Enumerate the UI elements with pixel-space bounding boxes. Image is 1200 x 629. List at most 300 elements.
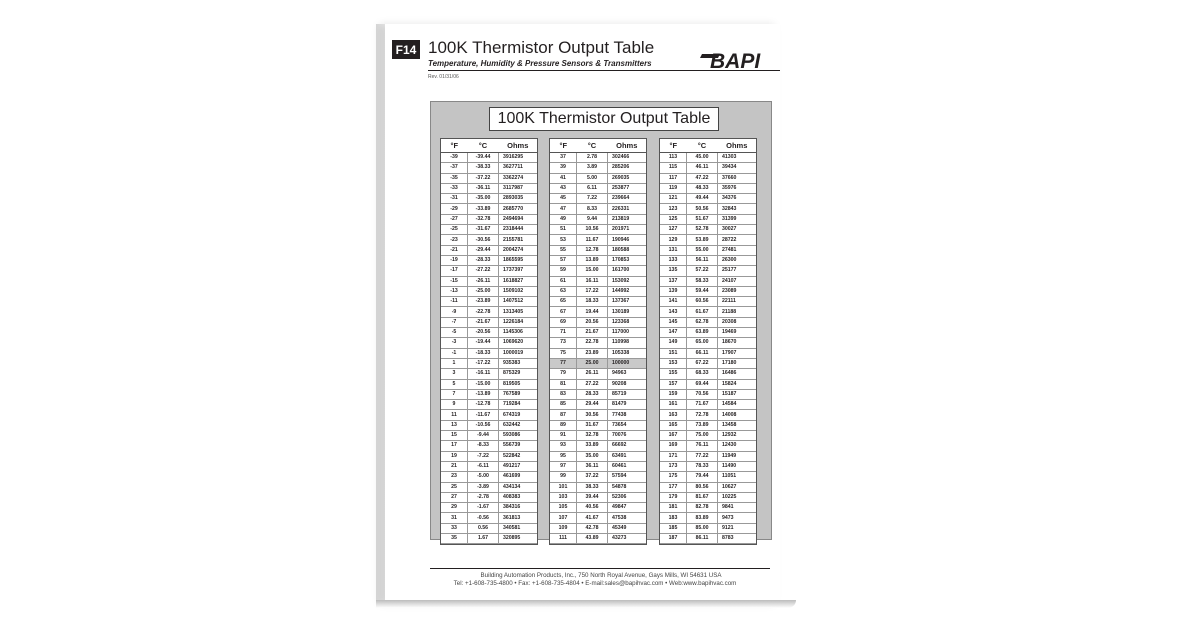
table-row	[550, 503, 646, 513]
cell-ohms: 22111	[718, 297, 757, 307]
cell-celsius: 80.56	[687, 482, 718, 492]
cell-fahrenheit: 153	[660, 358, 687, 368]
table-row	[550, 420, 646, 430]
cell-fahrenheit: 45	[550, 194, 577, 204]
cell-celsius: 21.67	[577, 328, 608, 338]
cell-fahrenheit: -15	[441, 276, 468, 286]
cell-celsius: -15.00	[468, 379, 499, 389]
cell-celsius: 8.33	[577, 204, 608, 214]
header-ohms: Ohms	[718, 139, 757, 153]
cell-ohms: 47538	[608, 513, 647, 523]
table-row	[550, 317, 646, 327]
cell-celsius: 26.11	[577, 369, 608, 379]
cell-ohms: 16486	[718, 369, 757, 379]
table-row	[660, 297, 756, 307]
cell-ohms: 90208	[608, 379, 647, 389]
cell-fahrenheit: 179	[660, 492, 687, 502]
cell-fahrenheit: 187	[660, 533, 687, 543]
cell-ohms: 11051	[718, 472, 757, 482]
cell-ohms: 13458	[718, 420, 757, 430]
cell-celsius: -19.44	[468, 338, 499, 348]
table-row	[550, 410, 646, 420]
cell-celsius: 69.44	[687, 379, 718, 389]
cell-celsius: -27.22	[468, 266, 499, 276]
cell-fahrenheit: 31	[441, 513, 468, 523]
cell-fahrenheit: -19	[441, 255, 468, 265]
cell-fahrenheit: 55	[550, 245, 577, 255]
cell-fahrenheit: -23	[441, 235, 468, 245]
table-row	[550, 472, 646, 482]
table-row	[660, 523, 756, 533]
cell-ohms: 66692	[608, 441, 647, 451]
table-row	[660, 307, 756, 317]
cell-ohms: 137367	[608, 297, 647, 307]
cell-celsius: -35.00	[468, 194, 499, 204]
cell-ohms: 130189	[608, 307, 647, 317]
cell-fahrenheit: 43	[550, 183, 577, 193]
cell-celsius: 70.56	[687, 389, 718, 399]
cell-fahrenheit: 151	[660, 348, 687, 358]
table-row	[660, 183, 756, 193]
table-header-row	[441, 139, 537, 153]
cell-fahrenheit: -33	[441, 183, 468, 193]
cell-celsius: -5.00	[468, 472, 499, 482]
table-row	[550, 348, 646, 358]
cell-ohms: 2494694	[499, 214, 538, 224]
cell-ohms: 9121	[718, 523, 757, 533]
cell-ohms: 28722	[718, 235, 757, 245]
cell-ohms: 819505	[499, 379, 538, 389]
cell-fahrenheit: 167	[660, 431, 687, 441]
logo-wordmark: BAPI	[710, 50, 761, 72]
cell-celsius: -22.78	[468, 307, 499, 317]
table-row	[660, 420, 756, 430]
table-row	[550, 451, 646, 461]
cell-fahrenheit: 53	[550, 235, 577, 245]
table-row	[660, 400, 756, 410]
cell-celsius: 83.89	[687, 513, 718, 523]
cell-celsius: 2.78	[577, 153, 608, 163]
cell-fahrenheit: -7	[441, 317, 468, 327]
cell-fahrenheit: 81	[550, 379, 577, 389]
cell-celsius: -9.44	[468, 431, 499, 441]
cell-ohms: 935383	[499, 358, 538, 368]
table-row	[660, 276, 756, 286]
cell-ohms: 85719	[608, 389, 647, 399]
cell-fahrenheit: 165	[660, 420, 687, 430]
cell-fahrenheit: -39	[441, 153, 468, 163]
cell-ohms: 161700	[608, 266, 647, 276]
cell-celsius: 16.11	[577, 276, 608, 286]
table-row	[660, 431, 756, 441]
cell-ohms: 320895	[499, 533, 538, 543]
table-row	[550, 255, 646, 265]
cell-ohms: 875329	[499, 369, 538, 379]
cell-ohms: 1407512	[499, 297, 538, 307]
cell-celsius: 78.33	[687, 461, 718, 471]
table-row	[441, 183, 537, 193]
cell-fahrenheit: 9	[441, 400, 468, 410]
cell-celsius: 36.11	[577, 461, 608, 471]
cell-fahrenheit: 117	[660, 173, 687, 183]
cell-fahrenheit: 105	[550, 503, 577, 513]
table-row	[660, 255, 756, 265]
table-row	[660, 503, 756, 513]
cell-ohms: 14008	[718, 410, 757, 420]
cell-ohms: 1618827	[499, 276, 538, 286]
table-column-3	[659, 138, 757, 545]
cell-ohms: 77438	[608, 410, 647, 420]
cell-ohms: 1313405	[499, 307, 538, 317]
cell-celsius: 38.33	[577, 482, 608, 492]
cell-ohms: 10627	[718, 482, 757, 492]
cell-celsius: 23.89	[577, 348, 608, 358]
cell-ohms: 21188	[718, 307, 757, 317]
cell-fahrenheit: -31	[441, 194, 468, 204]
table-row	[660, 482, 756, 492]
cell-ohms: 41303	[718, 153, 757, 163]
table-row	[550, 235, 646, 245]
cell-celsius: 19.44	[577, 307, 608, 317]
cell-ohms: 3916295	[499, 153, 538, 163]
cell-ohms: 24107	[718, 276, 757, 286]
table-row	[441, 523, 537, 533]
table-row	[550, 183, 646, 193]
table-row	[441, 163, 537, 173]
cell-ohms: 11490	[718, 461, 757, 471]
cell-ohms: 8783	[718, 533, 757, 543]
cell-ohms: 73654	[608, 420, 647, 430]
table-row	[550, 441, 646, 451]
cell-fahrenheit: 133	[660, 255, 687, 265]
table-row	[660, 225, 756, 235]
cell-celsius: 18.33	[577, 297, 608, 307]
table-row	[441, 369, 537, 379]
cell-celsius: -30.56	[468, 235, 499, 245]
cell-fahrenheit: 123	[660, 204, 687, 214]
thermistor-table	[441, 139, 537, 544]
cell-celsius: 48.33	[687, 183, 718, 193]
cell-fahrenheit: -11	[441, 297, 468, 307]
table-row	[550, 204, 646, 214]
table-row	[441, 410, 537, 420]
cell-fahrenheit: -5	[441, 328, 468, 338]
cell-fahrenheit: 147	[660, 328, 687, 338]
document-subtitle: Temperature, Humidity & Pressure Sensors & Transmitters	[428, 59, 652, 68]
cell-celsius: -33.89	[468, 204, 499, 214]
cell-fahrenheit: 109	[550, 523, 577, 533]
cell-celsius: 5.00	[577, 173, 608, 183]
table-row	[660, 317, 756, 327]
cell-ohms: 719284	[499, 400, 538, 410]
cell-fahrenheit: 61	[550, 276, 577, 286]
table-row	[441, 338, 537, 348]
cell-ohms: 1000019	[499, 348, 538, 358]
cell-ohms: 15187	[718, 389, 757, 399]
cell-ohms: 180588	[608, 245, 647, 255]
cell-fahrenheit: 101	[550, 482, 577, 492]
table-row	[660, 533, 756, 543]
cell-celsius: 39.44	[577, 492, 608, 502]
cell-celsius: 12.78	[577, 245, 608, 255]
cell-celsius: 71.67	[687, 400, 718, 410]
cell-ohms: 11949	[718, 451, 757, 461]
cell-ohms: 1069620	[499, 338, 538, 348]
header-ohms: Ohms	[499, 139, 538, 153]
cell-celsius: 28.33	[577, 389, 608, 399]
table-row	[441, 533, 537, 543]
cell-ohms: 1226184	[499, 317, 538, 327]
cell-celsius: 1.67	[468, 533, 499, 543]
cell-fahrenheit: -29	[441, 204, 468, 214]
document-title: 100K Thermistor Output Table	[428, 38, 655, 57]
cell-ohms: 1509102	[499, 286, 538, 296]
table-row	[441, 204, 537, 214]
cell-fahrenheit: 139	[660, 286, 687, 296]
table-row	[550, 225, 646, 235]
table-row	[441, 420, 537, 430]
cell-celsius: 37.22	[577, 472, 608, 482]
cell-celsius: -23.89	[468, 297, 499, 307]
table-row	[441, 194, 537, 204]
cell-celsius: -8.33	[468, 441, 499, 451]
cell-celsius: -20.56	[468, 328, 499, 338]
table-row	[550, 245, 646, 255]
cell-fahrenheit: -13	[441, 286, 468, 296]
cell-fahrenheit: 113	[660, 153, 687, 163]
cell-fahrenheit: 141	[660, 297, 687, 307]
header-ohms: Ohms	[608, 139, 647, 153]
footer-rule	[430, 568, 770, 569]
cell-fahrenheit: 85	[550, 400, 577, 410]
table-title: 100K Thermistor Output Table	[489, 107, 719, 131]
table-row	[660, 379, 756, 389]
cell-ohms: 10225	[718, 492, 757, 502]
cell-ohms: 3362274	[499, 173, 538, 183]
cell-ohms: 2893035	[499, 194, 538, 204]
table-row	[441, 153, 537, 163]
table-row	[441, 266, 537, 276]
cell-ohms: 9841	[718, 503, 757, 513]
table-row	[441, 225, 537, 235]
cell-celsius: 52.78	[687, 225, 718, 235]
cell-celsius: 55.00	[687, 245, 718, 255]
cell-fahrenheit: 181	[660, 503, 687, 513]
cell-fahrenheit: 183	[660, 513, 687, 523]
cell-ohms: 144992	[608, 286, 647, 296]
cell-celsius: 29.44	[577, 400, 608, 410]
cell-celsius: 25.00	[577, 358, 608, 368]
cell-ohms: 31399	[718, 214, 757, 224]
cell-celsius: 10.56	[577, 225, 608, 235]
cell-ohms: 45349	[608, 523, 647, 533]
table-row	[660, 492, 756, 502]
cell-ohms: 3627711	[499, 163, 538, 173]
table-row	[660, 348, 756, 358]
cell-celsius: -12.78	[468, 400, 499, 410]
cell-celsius: 6.11	[577, 183, 608, 193]
cell-celsius: 68.33	[687, 369, 718, 379]
table-row	[660, 441, 756, 451]
cell-celsius: 50.56	[687, 204, 718, 214]
cell-celsius: 30.56	[577, 410, 608, 420]
cell-fahrenheit: 175	[660, 472, 687, 482]
table-row	[441, 482, 537, 492]
cell-fahrenheit: 29	[441, 503, 468, 513]
table-header-row	[660, 139, 756, 153]
cell-fahrenheit: 19	[441, 451, 468, 461]
cell-fahrenheit: 51	[550, 225, 577, 235]
table-row	[441, 255, 537, 265]
cell-celsius: -11.67	[468, 410, 499, 420]
cell-ohms: 340581	[499, 523, 538, 533]
cell-celsius: 66.11	[687, 348, 718, 358]
table-row	[441, 348, 537, 358]
cell-celsius: -17.22	[468, 358, 499, 368]
cell-fahrenheit: -1	[441, 348, 468, 358]
cell-celsius: 57.22	[687, 266, 718, 276]
cell-celsius: -21.67	[468, 317, 499, 327]
cell-ohms: 434134	[499, 482, 538, 492]
cell-ohms: 81479	[608, 400, 647, 410]
cell-fahrenheit: 173	[660, 461, 687, 471]
cell-celsius: -2.78	[468, 492, 499, 502]
cell-fahrenheit: 27	[441, 492, 468, 502]
cell-celsius: 40.56	[577, 503, 608, 513]
cell-ohms: 57594	[608, 472, 647, 482]
table-row	[550, 286, 646, 296]
table-row	[441, 441, 537, 451]
cell-ohms: 153092	[608, 276, 647, 286]
cell-fahrenheit: 3	[441, 369, 468, 379]
cell-celsius: -25.00	[468, 286, 499, 296]
cell-fahrenheit: 121	[660, 194, 687, 204]
cell-fahrenheit: 91	[550, 431, 577, 441]
cell-fahrenheit: 115	[660, 163, 687, 173]
cell-celsius: -7.22	[468, 451, 499, 461]
cell-fahrenheit: 63	[550, 286, 577, 296]
cell-celsius: 20.56	[577, 317, 608, 327]
cell-ohms: 593086	[499, 431, 538, 441]
table-row	[441, 379, 537, 389]
cell-fahrenheit: 171	[660, 451, 687, 461]
cell-fahrenheit: 71	[550, 328, 577, 338]
table-row	[660, 338, 756, 348]
table-row	[441, 461, 537, 471]
cell-celsius: 41.67	[577, 513, 608, 523]
cell-celsius: 49.44	[687, 194, 718, 204]
cell-celsius: 77.22	[687, 451, 718, 461]
header-fahrenheit: °F	[550, 139, 577, 153]
cell-celsius: 7.22	[577, 194, 608, 204]
table-row	[550, 533, 646, 543]
cell-fahrenheit: 135	[660, 266, 687, 276]
table-row	[441, 431, 537, 441]
table-row	[660, 472, 756, 482]
cell-ohms: 384316	[499, 503, 538, 513]
cell-fahrenheit: 107	[550, 513, 577, 523]
cell-ohms: 201971	[608, 225, 647, 235]
cell-fahrenheit: 15	[441, 431, 468, 441]
cell-ohms: 20308	[718, 317, 757, 327]
cell-ohms: 2004274	[499, 245, 538, 255]
cell-ohms: 37660	[718, 173, 757, 183]
table-row	[550, 389, 646, 399]
cell-fahrenheit: 75	[550, 348, 577, 358]
cell-celsius: -6.11	[468, 461, 499, 471]
cell-ohms: 408383	[499, 492, 538, 502]
cell-celsius: 42.78	[577, 523, 608, 533]
cell-celsius: 85.00	[687, 523, 718, 533]
cell-celsius: 15.00	[577, 266, 608, 276]
cell-ohms: 70076	[608, 431, 647, 441]
cell-fahrenheit: 1	[441, 358, 468, 368]
cell-fahrenheit: 5	[441, 379, 468, 389]
cell-celsius: 76.11	[687, 441, 718, 451]
cell-celsius: 86.11	[687, 533, 718, 543]
cell-ohms: 285206	[608, 163, 647, 173]
cell-celsius: 27.22	[577, 379, 608, 389]
bapi-logo	[700, 46, 780, 72]
table-row	[660, 204, 756, 214]
cell-fahrenheit: 59	[550, 266, 577, 276]
cell-fahrenheit: 37	[550, 153, 577, 163]
cell-celsius: -26.11	[468, 276, 499, 286]
table-row	[660, 214, 756, 224]
header-celsius: °C	[577, 139, 608, 153]
table-row	[441, 286, 537, 296]
cell-celsius: 3.89	[577, 163, 608, 173]
cell-ohms: 14584	[718, 400, 757, 410]
cell-fahrenheit: 185	[660, 523, 687, 533]
cell-ohms: 461699	[499, 472, 538, 482]
cell-celsius: 31.67	[577, 420, 608, 430]
cell-fahrenheit: -3	[441, 338, 468, 348]
cell-fahrenheit: 57	[550, 255, 577, 265]
cell-ohms: 117000	[608, 328, 647, 338]
cell-fahrenheit: 77	[550, 358, 577, 368]
cell-fahrenheit: -9	[441, 307, 468, 317]
table-row	[441, 389, 537, 399]
cell-ohms: 2318444	[499, 225, 538, 235]
cell-ohms: 767589	[499, 389, 538, 399]
table-row	[660, 369, 756, 379]
cell-celsius: 46.11	[687, 163, 718, 173]
cell-celsius: 45.00	[687, 153, 718, 163]
cell-ohms: 27481	[718, 245, 757, 255]
cell-celsius: -1.67	[468, 503, 499, 513]
table-row	[550, 297, 646, 307]
cell-fahrenheit: 111	[550, 533, 577, 543]
cell-fahrenheit: 97	[550, 461, 577, 471]
cell-ohms: 1737397	[499, 266, 538, 276]
cell-ohms: 26300	[718, 255, 757, 265]
cell-fahrenheit: 25	[441, 482, 468, 492]
cell-fahrenheit: -37	[441, 163, 468, 173]
cell-ohms: 15824	[718, 379, 757, 389]
table-row	[441, 503, 537, 513]
cell-ohms: 1865595	[499, 255, 538, 265]
cell-fahrenheit: 159	[660, 389, 687, 399]
cell-fahrenheit: 103	[550, 492, 577, 502]
cell-ohms: 105338	[608, 348, 647, 358]
cell-fahrenheit: 47	[550, 204, 577, 214]
cell-celsius: -10.56	[468, 420, 499, 430]
cell-celsius: 13.89	[577, 255, 608, 265]
cell-ohms: 522842	[499, 451, 538, 461]
header-celsius: °C	[468, 139, 499, 153]
cell-celsius: 79.44	[687, 472, 718, 482]
